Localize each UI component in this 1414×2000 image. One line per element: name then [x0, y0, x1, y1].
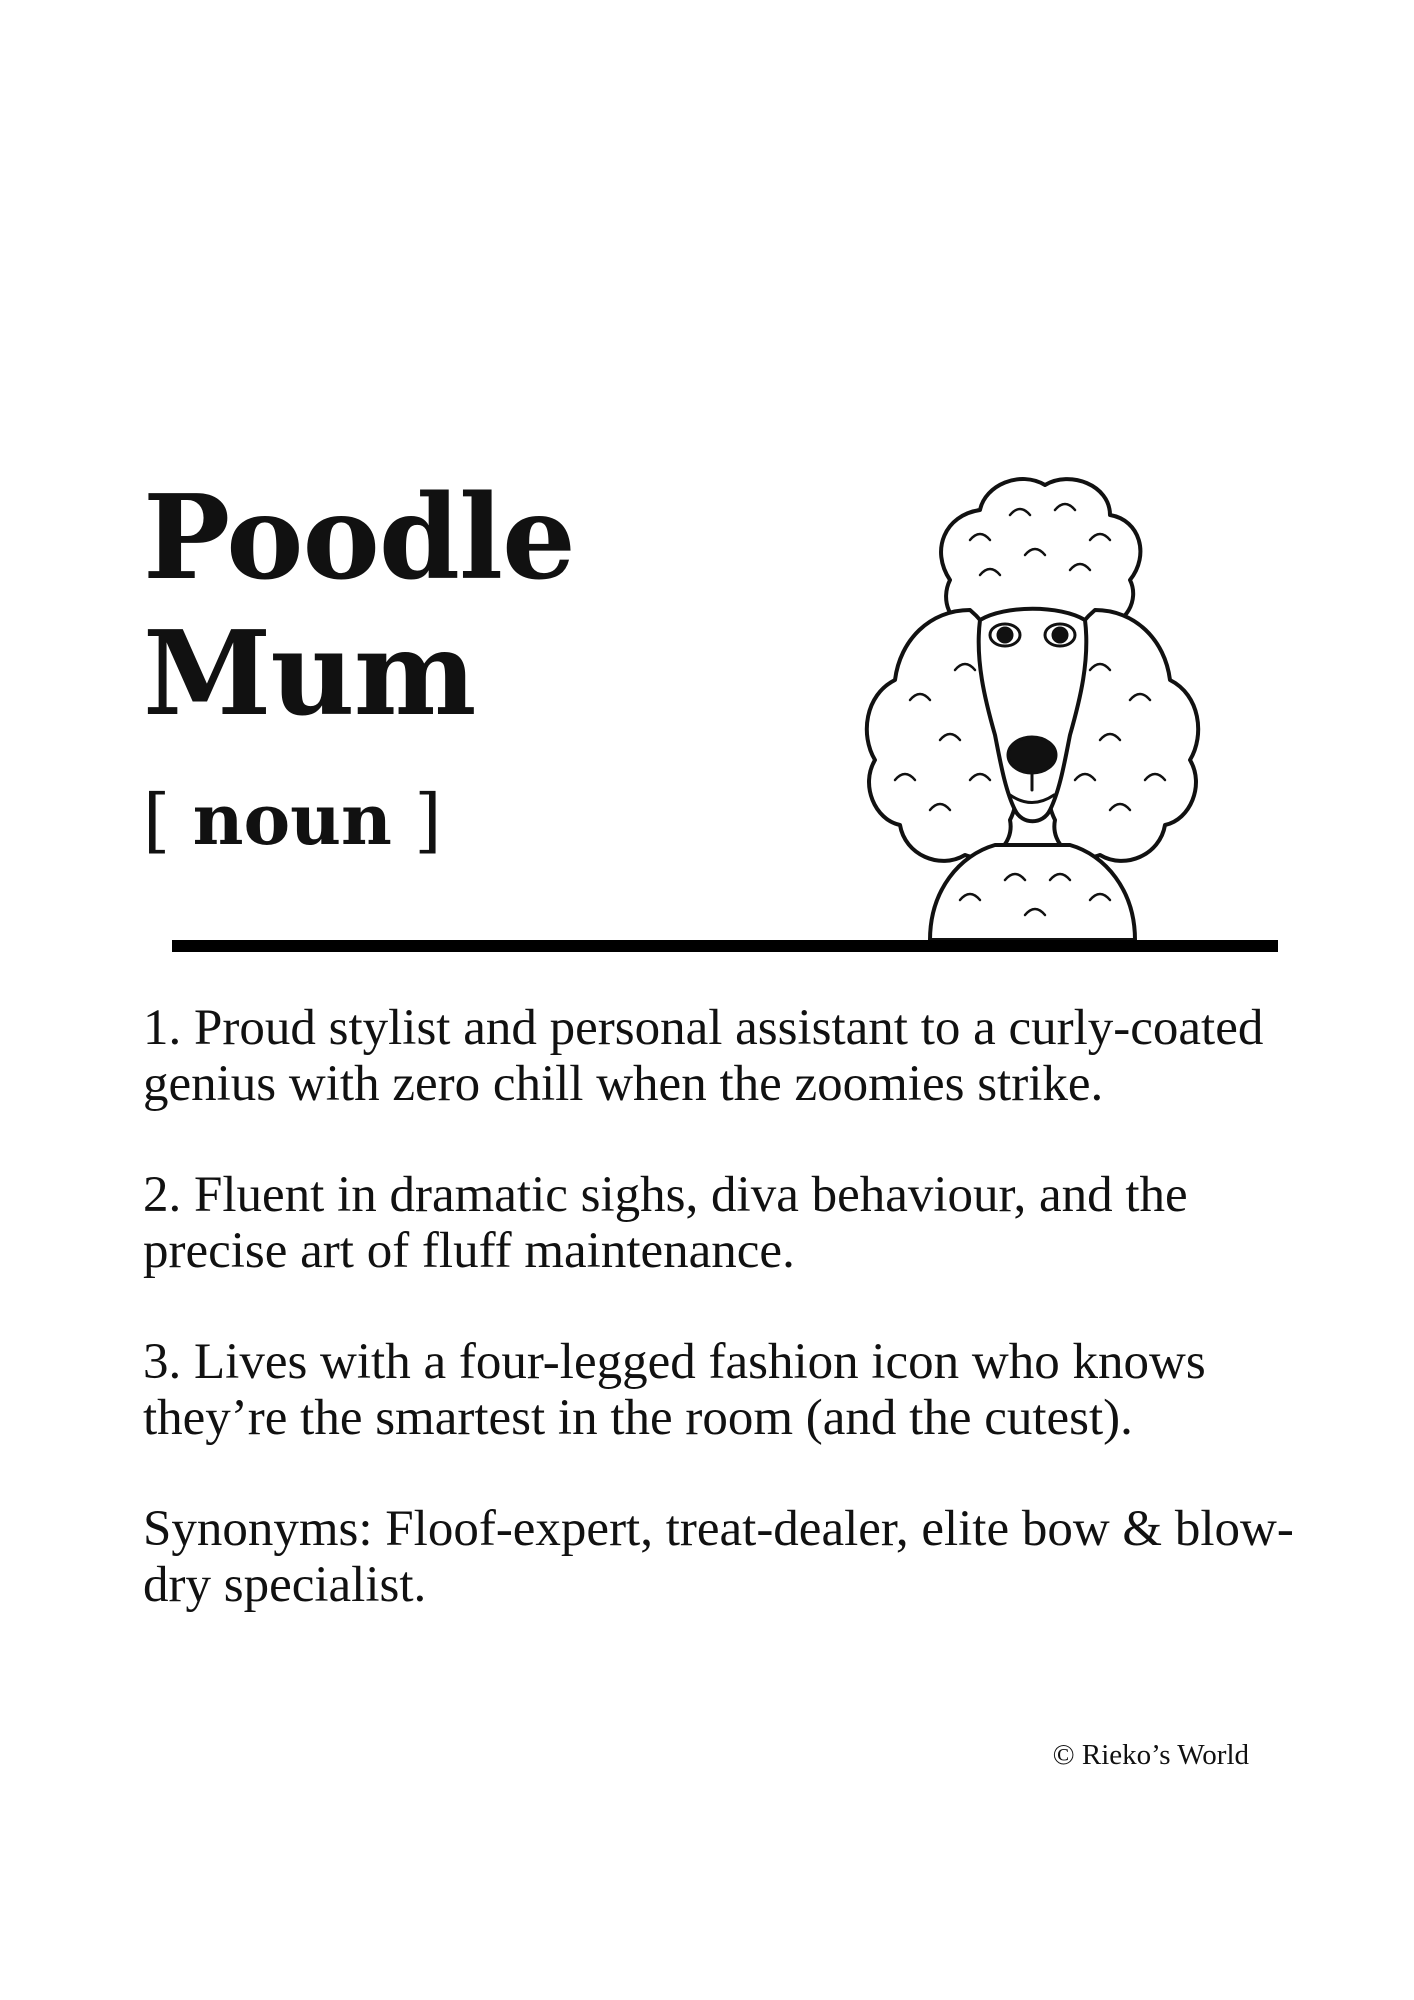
pos-word: noun [192, 778, 392, 861]
poodle-head-icon [780, 460, 1280, 950]
title-line-2: Mum [143, 606, 476, 742]
divider-rule [172, 940, 1278, 952]
copyright-notice: © Rieko’s World [1052, 1739, 1249, 1771]
pos-open-bracket: [ [143, 779, 171, 861]
poster-title [143, 470, 575, 742]
definition-list [143, 1000, 1313, 1668]
part-of-speech [143, 775, 442, 865]
synonyms: Synonyms: Floof-expert, treat-dealer, elite bow & blow-dry specialist. [143, 1501, 1294, 1613]
definition-1: 1. Proud stylist and personal assistant to a curly-coated genius with zero chill when the zoomies strike. [143, 1000, 1264, 1112]
definition-2: 2. Fluent in dramatic sighs, diva behaviour, and the precise art of fluff maintenance. [143, 1167, 1188, 1279]
title-line-1: Poodle [143, 470, 575, 606]
pos-close-bracket: ] [414, 779, 442, 861]
definition-3: 3. Lives with a four-legged fashion icon who knows they’re the smartest in the room (and the cutest). [143, 1334, 1206, 1446]
